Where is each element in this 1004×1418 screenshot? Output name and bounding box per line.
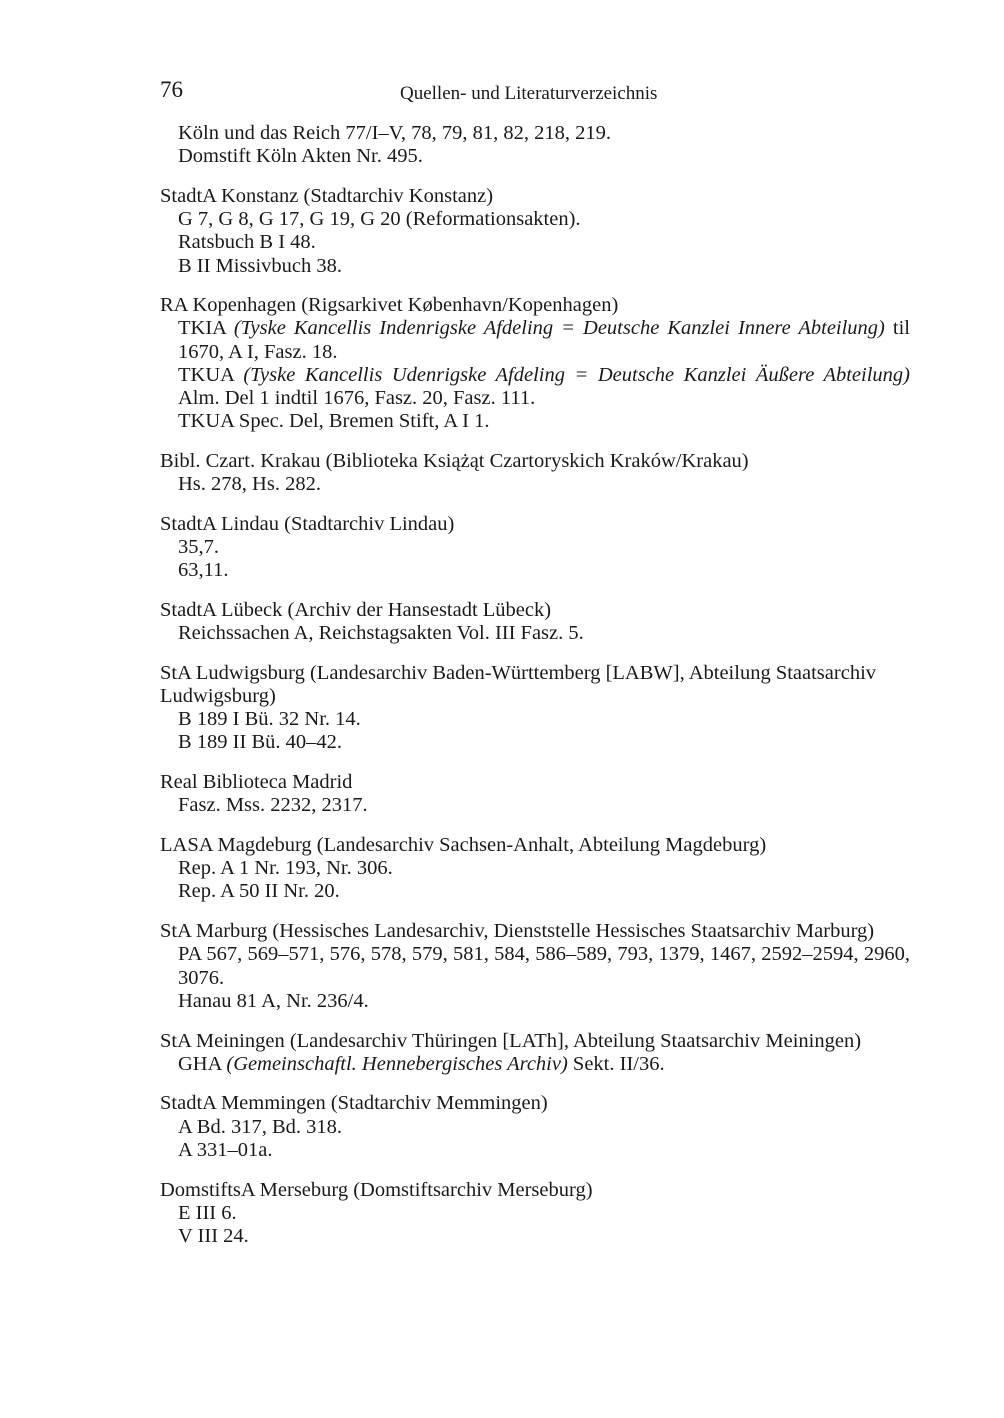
entry-line-tkua bbox=[160, 364, 910, 410]
entry-line: Hs. 278, Hs. 282. bbox=[178, 473, 321, 496]
entry-line: PA 567, 569–571, 576, 578, 579, 581, 584, 586–589, 793, 1379, 1467, 2592–2594, 2960, 3076. bbox=[178, 943, 910, 989]
entry-madrid bbox=[160, 771, 910, 817]
page-number: 76 bbox=[160, 77, 183, 102]
entry-line: 63,11. bbox=[178, 559, 229, 582]
entry-line: Rep. A 50 II Nr. 20. bbox=[178, 880, 340, 903]
archive-heading: Real Biblioteca Madrid bbox=[160, 771, 353, 794]
archive-heading: DomstiftsA Merseburg (Domstiftsarchiv Merseburg) bbox=[160, 1178, 593, 1201]
entry-line: B 189 I Bü. 32 Nr. 14. bbox=[178, 708, 361, 731]
archive-heading: StadtA Konstanz (Stadtarchiv Konstanz) bbox=[160, 184, 494, 207]
entry-line-tkia bbox=[160, 317, 910, 363]
archive-heading: StadtA Memmingen (Stadtarchiv Memmingen) bbox=[160, 1092, 548, 1115]
entry-line: A 331–01a. bbox=[178, 1138, 273, 1161]
italic-gloss: (Gemeinschaftl. Hennebergisches Archiv) bbox=[226, 1052, 568, 1075]
entry-meiningen bbox=[160, 1030, 910, 1076]
shelfmark-detail: Sekt. II/36. bbox=[567, 1052, 665, 1075]
entry-line: B 189 II Bü. 40–42. bbox=[178, 731, 342, 754]
entry-krakau bbox=[160, 450, 910, 496]
entry-luebeck bbox=[160, 599, 910, 645]
entry-line: E III 6. bbox=[178, 1201, 237, 1224]
page-header bbox=[160, 78, 910, 108]
entry-line: TKUA Spec. Del, Bremen Stift, A I 1. bbox=[178, 410, 490, 433]
entry-merseburg bbox=[160, 1179, 910, 1249]
shelfmark: TKIA bbox=[178, 317, 234, 340]
archive-heading: LASA Magdeburg (Landesarchiv Sachsen-Anhalt, Abteilung Magdeburg) bbox=[160, 834, 767, 857]
entry-line: Rep. A 1 Nr. 193, Nr. 306. bbox=[178, 857, 393, 880]
entry-line: A Bd. 317, Bd. 318. bbox=[178, 1115, 343, 1138]
shelfmark: TKUA bbox=[178, 363, 244, 386]
entry-line: 35,7. bbox=[178, 536, 219, 559]
entry-marburg bbox=[160, 920, 910, 1013]
source-list bbox=[160, 122, 910, 1265]
archive-heading: StA Marburg (Hessisches Landesarchiv, Dienststelle Hessisches Staatsarchiv Marburg) bbox=[160, 920, 875, 943]
entry-line: Fasz. Mss. 2232, 2317. bbox=[178, 794, 368, 817]
archive-heading: StadtA Lindau (Stadtarchiv Lindau) bbox=[160, 512, 455, 535]
archive-heading: RA Kopenhagen (Rigsarkivet København/Kopenhagen) bbox=[160, 294, 619, 317]
entry-kopenhagen bbox=[160, 294, 910, 433]
shelfmark: GHA bbox=[178, 1052, 227, 1075]
entry-konstanz bbox=[160, 185, 910, 278]
entry-line: Hanau 81 A, Nr. 236/4. bbox=[178, 989, 369, 1012]
archive-heading: StA Ludwigsburg (Landesarchiv Baden-Württemberg [LABW], Abteilung Staatsarchiv Ludwigsburg) bbox=[160, 661, 877, 708]
shelfmark-detail: til 1670, A I, Fasz. 18. bbox=[178, 317, 910, 363]
entry-memmingen bbox=[160, 1092, 910, 1162]
entry-line: Reichssachen A, Reichstagsakten Vol. III Fasz. 5. bbox=[178, 622, 584, 645]
entry-line: G 7, G 8, G 17, G 19, G 20 (Reformationsakten). bbox=[178, 208, 581, 231]
entry-line: V III 24. bbox=[178, 1224, 249, 1247]
entry-line: Ratsbuch B I 48. bbox=[178, 231, 316, 254]
italic-gloss: (Tyske Kancellis Indenrigske Afdeling = Deutsche Kanzlei Innere Abteilung) bbox=[233, 317, 885, 340]
archive-heading: Bibl. Czart. Krakau (Biblioteka Książąt Czartoryskich Kraków/Krakau) bbox=[160, 449, 749, 472]
entry-line: Köln und das Reich 77/I–V, 78, 79, 81, 82, 218, 219. bbox=[178, 122, 611, 144]
entry-line: Domstift Köln Akten Nr. 495. bbox=[178, 145, 423, 168]
italic-gloss: (Tyske Kancellis Udenrigske Afdeling = Deutsche Kanzlei Äußere Abteilung) bbox=[243, 363, 910, 386]
entry-lindau bbox=[160, 513, 910, 583]
entry-koeln bbox=[160, 122, 910, 168]
archive-heading: StA Meiningen (Landesarchiv Thüringen [LATh], Abteilung Staatsarchiv Meiningen) bbox=[160, 1029, 862, 1052]
running-title: Quellen- und Literaturverzeichnis bbox=[400, 83, 658, 104]
entry-line-gha bbox=[160, 1053, 910, 1076]
shelfmark-detail: Alm. Del 1 indtil 1676, Fasz. 20, Fasz. 111. bbox=[178, 387, 536, 410]
archive-heading: StadtA Lübeck (Archiv der Hansestadt Lübeck) bbox=[160, 598, 552, 621]
entry-ludwigsburg bbox=[160, 662, 910, 755]
entry-line: B II Missivbuch 38. bbox=[178, 254, 342, 277]
entry-magdeburg bbox=[160, 834, 910, 904]
